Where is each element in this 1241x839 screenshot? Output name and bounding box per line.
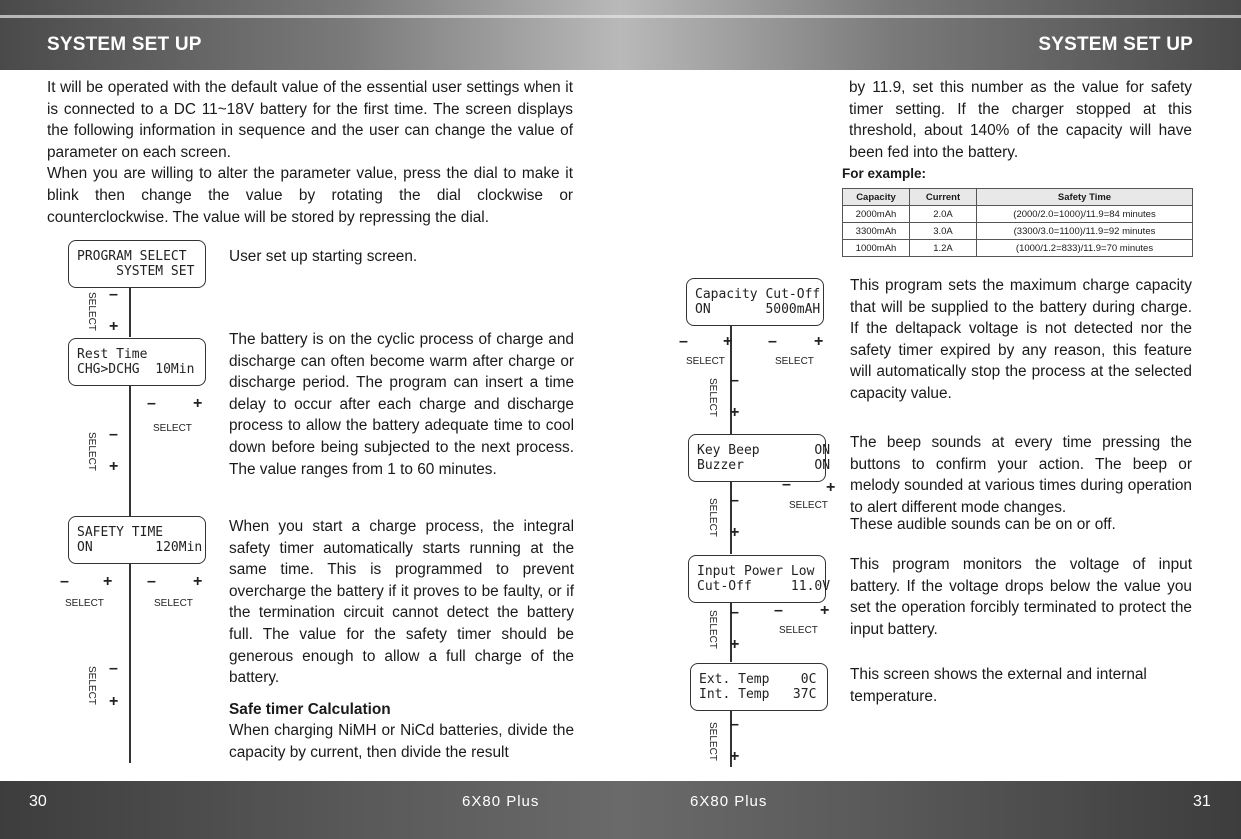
lcd-line-1: Key Beep ON — [697, 443, 831, 458]
minus-symbol: – — [730, 372, 739, 389]
select-label: SELECT — [789, 500, 828, 511]
left-model-name: 6X80 Plus — [462, 793, 540, 810]
minus-symbol: – — [109, 286, 118, 303]
for-example-label: For example: — [842, 166, 927, 181]
minus-symbol: – — [60, 573, 69, 590]
left-page-number: 30 — [29, 793, 47, 810]
plus-symbol: + — [730, 404, 740, 421]
plus-symbol: + — [826, 479, 836, 496]
column-header: Current — [910, 189, 977, 206]
plus-symbol: + — [814, 333, 824, 350]
column-header: Capacity — [843, 189, 910, 206]
lcd-capacity-cutoff — [686, 278, 824, 326]
left-page-title: SYSTEM SET UP — [47, 34, 202, 55]
lcd-line-2: Cut-Off 11.0V — [697, 579, 831, 594]
plus-symbol: + — [109, 693, 119, 710]
select-label: SELECT — [707, 610, 718, 649]
lcd-line-1: SAFETY TIME — [77, 525, 164, 540]
select-label: SELECT — [86, 666, 97, 705]
plus-symbol: + — [730, 636, 740, 653]
header-stripe — [0, 15, 1241, 18]
lcd-line-2: Buzzer ON — [697, 458, 831, 473]
plus-symbol: + — [193, 573, 203, 590]
table-cell: 1.2A — [910, 240, 977, 257]
minus-symbol: – — [147, 395, 156, 412]
plus-symbol: + — [109, 318, 119, 335]
table-row — [843, 223, 1193, 240]
start-screen-description: User set up starting screen. — [229, 248, 418, 265]
intro-paragraph-2: When you are willing to alter the parameter value, press the dial to make it blink then change the value by rotating the dial clockwise or counterclockwise. The value will be stored by repressing the dial. — [47, 165, 573, 226]
temperature-description: This screen shows the external and internal temperature. — [850, 666, 1147, 705]
rest-time-description: The battery is on the cyclic process of charge and discharge can often become warm after charge or discharge period. The program can insert a time delay to occur after each charge and discharge process to allow the battery adequate time to cool down before being subjected to the next process. The value ranges from 1 to 60 minutes. — [229, 331, 574, 478]
lcd-line-1: Ext. Temp 0C — [699, 672, 817, 687]
minus-symbol: – — [774, 602, 783, 619]
flow-line — [129, 287, 131, 337]
safety-calc-continued: by 11.9, set this number as the value for safety timer setting. If the charger stopped at this threshold, about 140% of the capacity will have been fed into the battery. — [849, 79, 1192, 161]
table-row — [843, 206, 1193, 223]
safe-timer-calc-text: When charging NiMH or NiCd batteries, divide the capacity by current, then divide the result — [229, 722, 574, 761]
minus-symbol: – — [768, 333, 777, 350]
intro-text — [47, 77, 573, 228]
lcd-line-1: PROGRAM SELECT — [77, 249, 187, 264]
safety-time-table — [842, 188, 1193, 257]
lcd-safety-time — [68, 516, 206, 564]
column-header: Safety Time — [977, 189, 1193, 206]
minus-symbol: – — [147, 573, 156, 590]
lcd-line-2: CHG>DCHG 10Min — [77, 362, 195, 377]
flow-line — [129, 386, 131, 516]
lcd-line-2: ON 5000mAH — [695, 302, 821, 317]
minus-symbol: – — [679, 333, 688, 350]
select-label: SELECT — [153, 423, 192, 434]
minus-symbol: – — [109, 426, 118, 443]
input-power-low-description: This program monitors the voltage of input battery. If the voltage drops below the value you set the operation forcibly terminated to protect the input battery. — [850, 556, 1192, 638]
lcd-line-2: SYSTEM SET — [77, 264, 195, 279]
plus-symbol: + — [193, 395, 203, 412]
minus-symbol: – — [730, 604, 739, 621]
table-cell: 2.0A — [910, 206, 977, 223]
lcd-temperature — [690, 663, 828, 711]
page-footer — [0, 781, 1241, 839]
table-cell: 1000mAh — [843, 240, 910, 257]
safety-timer-description: When you start a charge process, the integral safety timer automatically starts running at the same time. This is programmed to prevent overcharge the battery if it proves to be faulty, or if the termination circuit cannot detect the battery full. The value for the safety timer should be generous enough to allow a full charge of the battery. — [229, 518, 574, 687]
capacity-cutoff-description: This program sets the maximum charge capacity that will be supplied to the battery during charge. If the deltapack voltage is not detected nor the safety timer expired by any reason, this feature will automatically stop the process at the selected capacity value. — [850, 277, 1192, 402]
flow-line — [129, 563, 131, 763]
minus-symbol: – — [109, 660, 118, 677]
intro-paragraph-1: It will be operated with the default value of the essential user settings when it is connected to a DC 11~18V battery for the first time. The screen displays the following information in sequence and the user can change the value of parameter on each screen. — [47, 79, 573, 161]
table-cell: (3300/3.0=1100)/11.9=92 minutes — [977, 223, 1193, 240]
select-label: SELECT — [86, 292, 97, 331]
lcd-line-2: ON 120Min — [77, 540, 203, 555]
lcd-line-1: Capacity Cut-Off — [695, 287, 821, 302]
lcd-program-select — [68, 240, 206, 288]
key-beep-description: The beep sounds at every time pressing the buttons to confirm your action. The beep or melody sounded at various times during operation to alert different mode changes. — [850, 434, 1192, 516]
plus-symbol: + — [103, 573, 113, 590]
plus-symbol: + — [723, 333, 733, 350]
select-label: SELECT — [775, 356, 814, 367]
plus-symbol: + — [730, 524, 740, 541]
select-label: SELECT — [779, 625, 818, 636]
table-cell: 2000mAh — [843, 206, 910, 223]
select-label: SELECT — [86, 432, 97, 471]
plus-symbol: + — [820, 602, 830, 619]
lcd-key-beep — [688, 434, 831, 482]
lcd-input-power-low — [688, 555, 831, 603]
select-label: SELECT — [686, 356, 725, 367]
right-page-number: 31 — [1193, 793, 1211, 810]
safe-timer-calc-title: Safe timer Calculation — [229, 701, 391, 718]
key-beep-description-2: These audible sounds can be on or off. — [850, 516, 1116, 533]
select-label: SELECT — [707, 378, 718, 417]
table-row — [843, 240, 1193, 257]
lcd-line-2: Int. Temp 37C — [699, 687, 817, 702]
lcd-line-1: Input Power Low — [697, 564, 815, 579]
page-header — [0, 0, 1241, 70]
table-header-row — [843, 189, 1193, 206]
minus-symbol: – — [730, 716, 739, 733]
table-cell: (1000/1.2=833)/11.9=70 minutes — [977, 240, 1193, 257]
plus-symbol: + — [109, 458, 119, 475]
select-label: SELECT — [707, 498, 718, 537]
table-cell: (2000/2.0=1000)/11.9=84 minutes — [977, 206, 1193, 223]
lcd-line-1: Rest Time — [77, 347, 148, 362]
minus-symbol: – — [730, 492, 739, 509]
lcd-rest-time — [68, 338, 206, 386]
select-label: SELECT — [65, 598, 104, 609]
select-label: SELECT — [154, 598, 193, 609]
right-model-name: 6X80 Plus — [690, 793, 768, 810]
table-cell: 3300mAh — [843, 223, 910, 240]
select-label: SELECT — [707, 722, 718, 761]
right-page-title: SYSTEM SET UP — [1038, 34, 1193, 55]
table-cell: 3.0A — [910, 223, 977, 240]
minus-symbol: – — [782, 476, 791, 493]
plus-symbol: + — [730, 748, 740, 765]
